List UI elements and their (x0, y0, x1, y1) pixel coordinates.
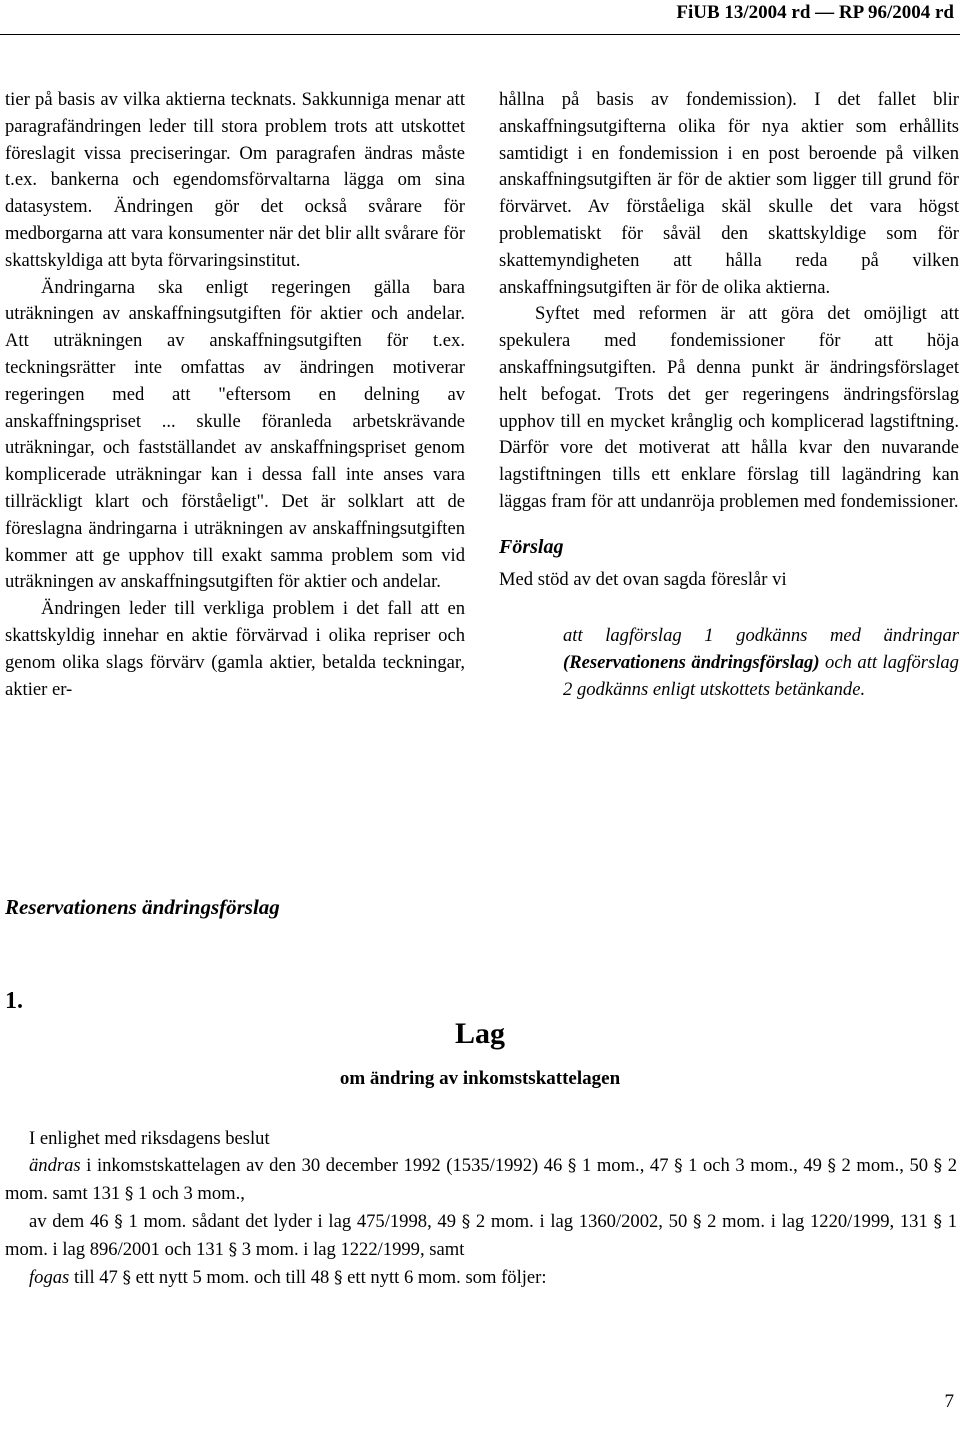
body-l3-c: 2 mom. i lag 1360/2002, 50 (475, 1211, 688, 1232)
page-header: FiUB 13/2004 rd — RP 96/2004 rd (676, 2, 954, 23)
proposal-part-b: (Reservationens ändringsförslag) (563, 652, 820, 674)
body-line-2 (5, 1152, 957, 1208)
section-sign: § (228, 1240, 238, 1260)
proposal-part-c: och att lagförslag 2 godkänns enligt utskottets betänkande. (563, 652, 959, 700)
section-sign: § (567, 1156, 577, 1176)
page-number: 7 (944, 1391, 954, 1412)
body-l4-c: ett nytt 6 mom. som följer: (347, 1267, 547, 1288)
section-number: 1. (5, 988, 23, 1014)
section-sign: § (461, 1212, 471, 1232)
section-sign: § (674, 1156, 683, 1176)
section-sign: § (933, 1156, 943, 1176)
section-sign: § (124, 1184, 134, 1204)
law-title: Lag (454, 1017, 505, 1050)
left-column (5, 87, 465, 703)
left-paragraph-3: Ändringen leder till verkliga problem i det fall att en skattskyldig innehar en aktie förvärvad i olika repriser och genom olika slags förvärv (gamla aktier, betalda teckningar, aktier er- (5, 598, 465, 700)
header-rule (0, 34, 960, 35)
body-l2-italic: ändras (29, 1155, 81, 1176)
right-paragraph-2: Syftet med reformen är att göra det omöjligt att spekulera med fondemissioner för att höja anskaffningsutgiften. På denna punkt är ändringsförslaget helt befogat. Trots det ger regeringens ändringsförslag upphov till en mycket krånglig och komplicerad lagstiftning. Därför vore det motiverat att hålla kvar den nuvarande lagstiftningen tills ett enklare förslag till lagändring kan läggas fram för att undanröja problemen med fondemissioner. (499, 303, 959, 512)
right-paragraph-3: Med stöd av det ovan sagda föreslår vi (499, 568, 787, 590)
right-paragraph-1: hållna på basis av fondemission). I det fallet blir anskaffningsutgifterna olika för nya aktier som erhållits samtidigt i en fondemission i en post beroende på vilken anskaffningsutgiften är för de aktier som ligger till grund för förvärvet. Av förståeliga skäl skulle det vara högst problematiskt för såväl den skattskyldige som för skattemyndigheten att hålla reda på vilken anskaffningsutgiften är för de olika aktierna. (499, 89, 959, 298)
body-l3-d: 2 mom. i lag 1220/1999, 131 (707, 1211, 928, 1232)
body-l4-a: till 47 (73, 1267, 118, 1288)
body-line-1: I enlighet med riksdagens beslut (29, 1128, 270, 1149)
body-l2-b: 1 mom., 47 (581, 1155, 669, 1176)
reservation-title: Reservationens ändringsförslag (5, 895, 280, 919)
law-subtitle: om ändring av inkomstskattelagen (339, 1068, 621, 1089)
section-sign: § (827, 1156, 836, 1176)
body-l4-b: ett nytt 5 mom. och till 48 (135, 1267, 330, 1288)
body-l3-a: av dem 46 (29, 1211, 109, 1232)
body-l4-italic: fogas (29, 1267, 70, 1288)
body-l2-d: 2 mom., 50 (841, 1155, 929, 1176)
body-l3-b: 1 mom. sådant det lyder i lag 475/1998, 49 (128, 1211, 457, 1232)
body-line-4 (5, 1264, 957, 1292)
section-sign: § (334, 1268, 343, 1288)
body-l2-c: 1 och 3 mom., 49 (688, 1155, 822, 1176)
section-heading-forslag: Förslag (499, 535, 564, 558)
proposal-text (563, 623, 959, 703)
section-sign: § (122, 1268, 132, 1288)
body-line-3 (5, 1208, 957, 1264)
left-paragraph-2: Ändringarna ska enligt regeringen gälla bara uträkningen av anskaffningsutgiften för aktier och andelar. Att uträkningen av anskaffningsutgiften för t.ex. teckningsrätter inte omfattas av ändringen motiverar regeringen med att "eftersom en delning av anskaffningspriset ... skulle föranleda arbetskrävande uträkningar, och fastställandet av anskaffningspriset genom komplicerade uträkningar kan i dessa fall inte anses vara tillräckligt klart och förståeligt". Det är solklart att de föreslagna ändringarna i uträkningen av anskaffningsutgiften kommer att ge upphov till exakt samma problem som vid uträkningen av anskaffningsutgiften för aktier och andelar. (5, 276, 465, 593)
body-l3-e: 1 mom. i lag 896/2001 och 131 (5, 1211, 957, 1260)
section-sign: § (114, 1212, 123, 1232)
section-sign: § (933, 1212, 942, 1232)
right-column (499, 87, 959, 704)
body-l2-f: 1 och 3 mom., (138, 1183, 245, 1204)
proposal-part-a: att lagförslag 1 godkänns med ändringar (563, 625, 959, 647)
body-l2-a: i inkomstskattelagen av den 30 december 1992 (1535/1992) 46 (86, 1155, 563, 1176)
law-body (5, 1125, 957, 1292)
left-paragraph-1: tier på basis av vilka aktierna tecknats. Sakkunniga menar att paragrafändringen leder till stora problem trots att utskottet föreslagit vissa preciseringar. Om paragrafen ändras måste t.ex. bankerna och egendomsförvaltarna lägga om sina datasystem. Ändringen gör det också svårare för medborgarna att vara konsumenter när det blir allt svårare för skattskyldiga att byta förvaringsinstitut. (5, 89, 465, 271)
section-sign: § (692, 1212, 702, 1232)
body-l2-e: 2 mom. samt 131 (5, 1155, 957, 1204)
body-l3-f: 3 mom. i lag 1222/1999, samt (241, 1239, 465, 1260)
